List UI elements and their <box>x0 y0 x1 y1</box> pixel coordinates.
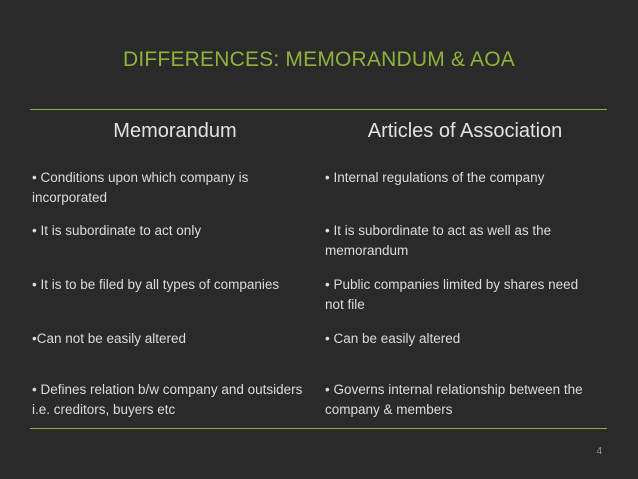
comparison-table <box>32 112 606 430</box>
table-row <box>32 329 606 380</box>
table-bottom-rule <box>30 428 607 429</box>
table-cell-memorandum: • Conditions upon which company is incorporated <box>32 170 249 205</box>
table-cell-memorandum: • It is to be filed by all types of companies <box>32 277 280 292</box>
table-header <box>32 112 606 154</box>
table-cell-memorandum: • It is subordinate to act only <box>32 223 202 238</box>
table-top-rule <box>30 109 607 110</box>
page-number: 4 <box>596 446 602 457</box>
table-cell-aoa: • Public companies limited by shares need not file <box>325 277 579 312</box>
header-memorandum: Memorandum <box>113 120 237 142</box>
table-cell-aoa: • Governs internal relationship between the company & members <box>325 382 583 417</box>
table-cell-aoa: • It is subordinate to act as well as the memorandum <box>325 223 552 258</box>
slide-title: DIFFERENCES: MEMORANDUM & AOA <box>122 48 515 71</box>
table-row <box>32 275 606 329</box>
table-row <box>32 221 606 275</box>
table-cell-aoa: • Can be easily altered <box>325 331 461 346</box>
table-row <box>32 380 606 430</box>
header-articles-of-association: Articles of Association <box>367 120 563 142</box>
table-cell-memorandum: • Defines relation b/w company and outsiders i.e. creditors, buyers etc <box>32 382 303 417</box>
table-row <box>32 168 606 221</box>
table-cell-memorandum: •Can not be easily altered <box>32 331 187 346</box>
table-cell-aoa: • Internal regulations of the company <box>325 170 545 185</box>
